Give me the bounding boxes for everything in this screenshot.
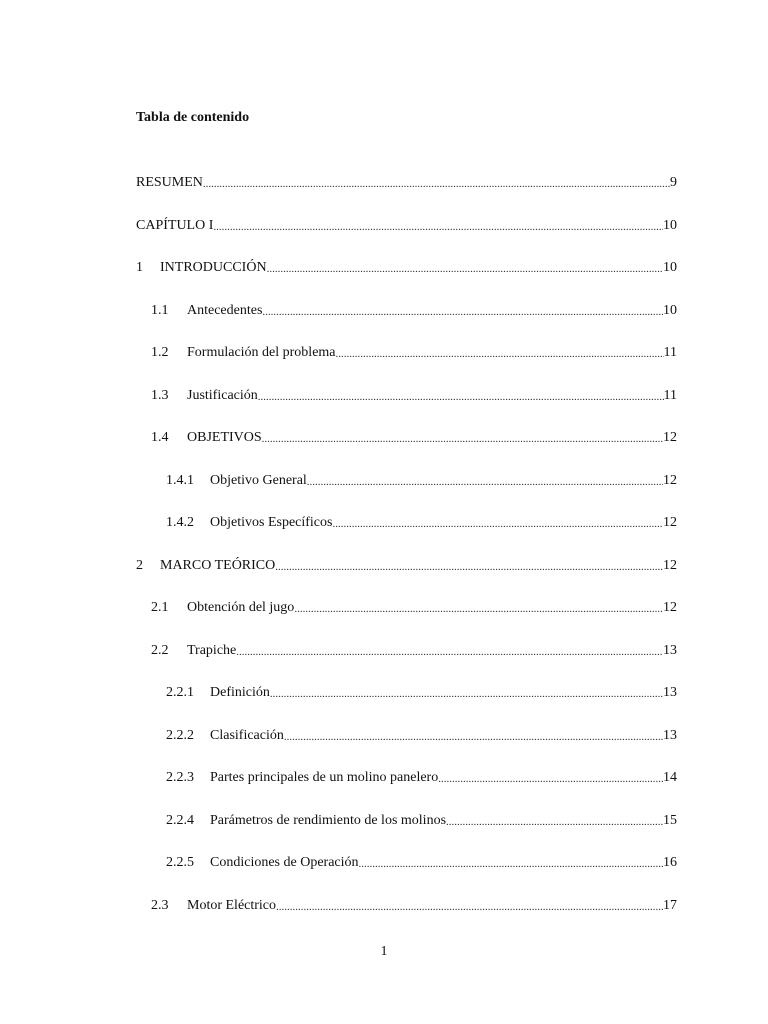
toc-title: Tabla de contenido: [136, 110, 250, 125]
toc-entry[interactable]: [136, 258, 677, 301]
toc-dot-leader: [336, 344, 664, 364]
toc-entry[interactable]: [136, 513, 677, 556]
toc-entry-page: 13: [663, 727, 677, 743]
toc-entry-number: 1.4.2: [166, 515, 194, 530]
toc-entry-title: RESUMEN: [136, 175, 203, 190]
toc-entry[interactable]: [136, 768, 677, 811]
toc-entry-number: 2.2.4: [166, 812, 194, 828]
toc-dot-leader: [275, 557, 663, 577]
toc-entry[interactable]: [136, 216, 677, 259]
toc-entry-title: MARCO TEÓRICO: [160, 557, 276, 573]
toc-entry-title: Clasificación: [210, 727, 284, 743]
toc-dot-leader: [359, 854, 663, 874]
page-number: 1: [380, 944, 388, 959]
toc-entry-page: 11: [663, 387, 677, 403]
toc-entry-title: Obtención del jugo: [187, 600, 295, 615]
toc-entry-title: Trapiche: [187, 642, 237, 658]
toc-entry-title: Formulación del problema: [187, 345, 336, 360]
toc-dot-leader: [236, 642, 663, 662]
toc-entry-number: 2.2.2: [166, 727, 194, 743]
toc-entry-page: 12: [663, 600, 677, 615]
toc-dot-leader: [203, 174, 670, 194]
toc-entry-number: 2.2.5: [166, 855, 194, 870]
toc-dot-leader: [213, 217, 663, 237]
toc-entry-number: 1.4.1: [166, 472, 194, 488]
toc-entry-page: 12: [663, 430, 677, 445]
toc-entry-number: 1.1: [151, 302, 169, 318]
toc-entry[interactable]: [136, 641, 677, 684]
toc-entry-page: 13: [663, 642, 677, 658]
toc-entry-page: 14: [663, 770, 677, 785]
toc-entry[interactable]: [136, 811, 677, 854]
toc-entry-page: 12: [663, 472, 677, 488]
toc-entry-page: 11: [663, 345, 677, 360]
toc-entry-number: 1.2: [151, 345, 169, 360]
toc-dot-leader: [438, 769, 663, 789]
toc-entry[interactable]: [136, 386, 677, 429]
toc-entry-number: 2.3: [151, 897, 169, 913]
toc-entry[interactable]: [136, 683, 677, 726]
table-of-contents: [136, 173, 677, 938]
toc-dot-leader: [446, 812, 663, 832]
toc-entry-title: Partes principales de un molino panelero: [210, 770, 439, 785]
toc-entry-title: Condiciones de Operación: [210, 855, 359, 870]
toc-entry-title: INTRODUCCIÓN: [160, 260, 267, 275]
toc-entry-title: Parámetros de rendimiento de los molinos: [210, 812, 447, 828]
toc-entry-page: 15: [663, 812, 677, 828]
toc-entry-title: Objetivos Específicos: [210, 515, 333, 530]
toc-entry-title: CAPÍTULO I: [136, 217, 214, 233]
toc-entry-number: 2.1: [151, 600, 169, 615]
toc-dot-leader: [294, 599, 663, 619]
toc-dot-leader: [284, 727, 663, 747]
toc-entry-page: 12: [663, 515, 677, 530]
toc-entry[interactable]: [136, 343, 677, 386]
toc-entry-number: 2.2.1: [166, 685, 194, 700]
toc-entry[interactable]: [136, 896, 677, 939]
toc-entry-page: 13: [663, 685, 677, 700]
toc-entry[interactable]: [136, 556, 677, 599]
toc-entry-number: 2: [136, 557, 143, 573]
toc-entry[interactable]: [136, 173, 677, 216]
toc-dot-leader: [307, 472, 663, 492]
toc-entry[interactable]: [136, 853, 677, 896]
toc-entry-title: Motor Eléctrico: [187, 897, 277, 913]
toc-dot-leader: [262, 302, 663, 322]
toc-dot-leader: [258, 387, 664, 407]
toc-dot-leader: [262, 429, 663, 449]
toc-entry[interactable]: [136, 428, 677, 471]
toc-entry[interactable]: [136, 598, 677, 641]
toc-entry-page: 9: [670, 175, 677, 190]
toc-entry-page: 10: [663, 217, 677, 233]
toc-dot-leader: [276, 897, 663, 917]
toc-entry-number: 2.2: [151, 642, 169, 658]
toc-entry-title: OBJETIVOS: [187, 430, 262, 445]
toc-entry-number: 1: [136, 260, 143, 275]
toc-entry-page: 16: [663, 855, 677, 870]
toc-entry-page: 17: [663, 897, 677, 913]
toc-dot-leader: [267, 259, 663, 279]
toc-entry-title: Antecedentes: [187, 302, 263, 318]
toc-entry[interactable]: [136, 726, 677, 769]
toc-dot-leader: [270, 684, 663, 704]
toc-entry[interactable]: [136, 471, 677, 514]
toc-entry-title: Justificación: [187, 387, 258, 403]
toc-entry-page: 12: [663, 557, 677, 573]
toc-entry-number: 2.2.3: [166, 770, 194, 785]
toc-dot-leader: [332, 514, 663, 534]
toc-entry-page: 10: [663, 302, 677, 318]
toc-entry-number: 1.4: [151, 430, 169, 445]
toc-entry-page: 10: [663, 260, 677, 275]
toc-entry[interactable]: [136, 301, 677, 344]
toc-entry-number: 1.3: [151, 387, 169, 403]
toc-entry-title: Objetivo General: [210, 472, 307, 488]
toc-entry-title: Definición: [210, 685, 270, 700]
